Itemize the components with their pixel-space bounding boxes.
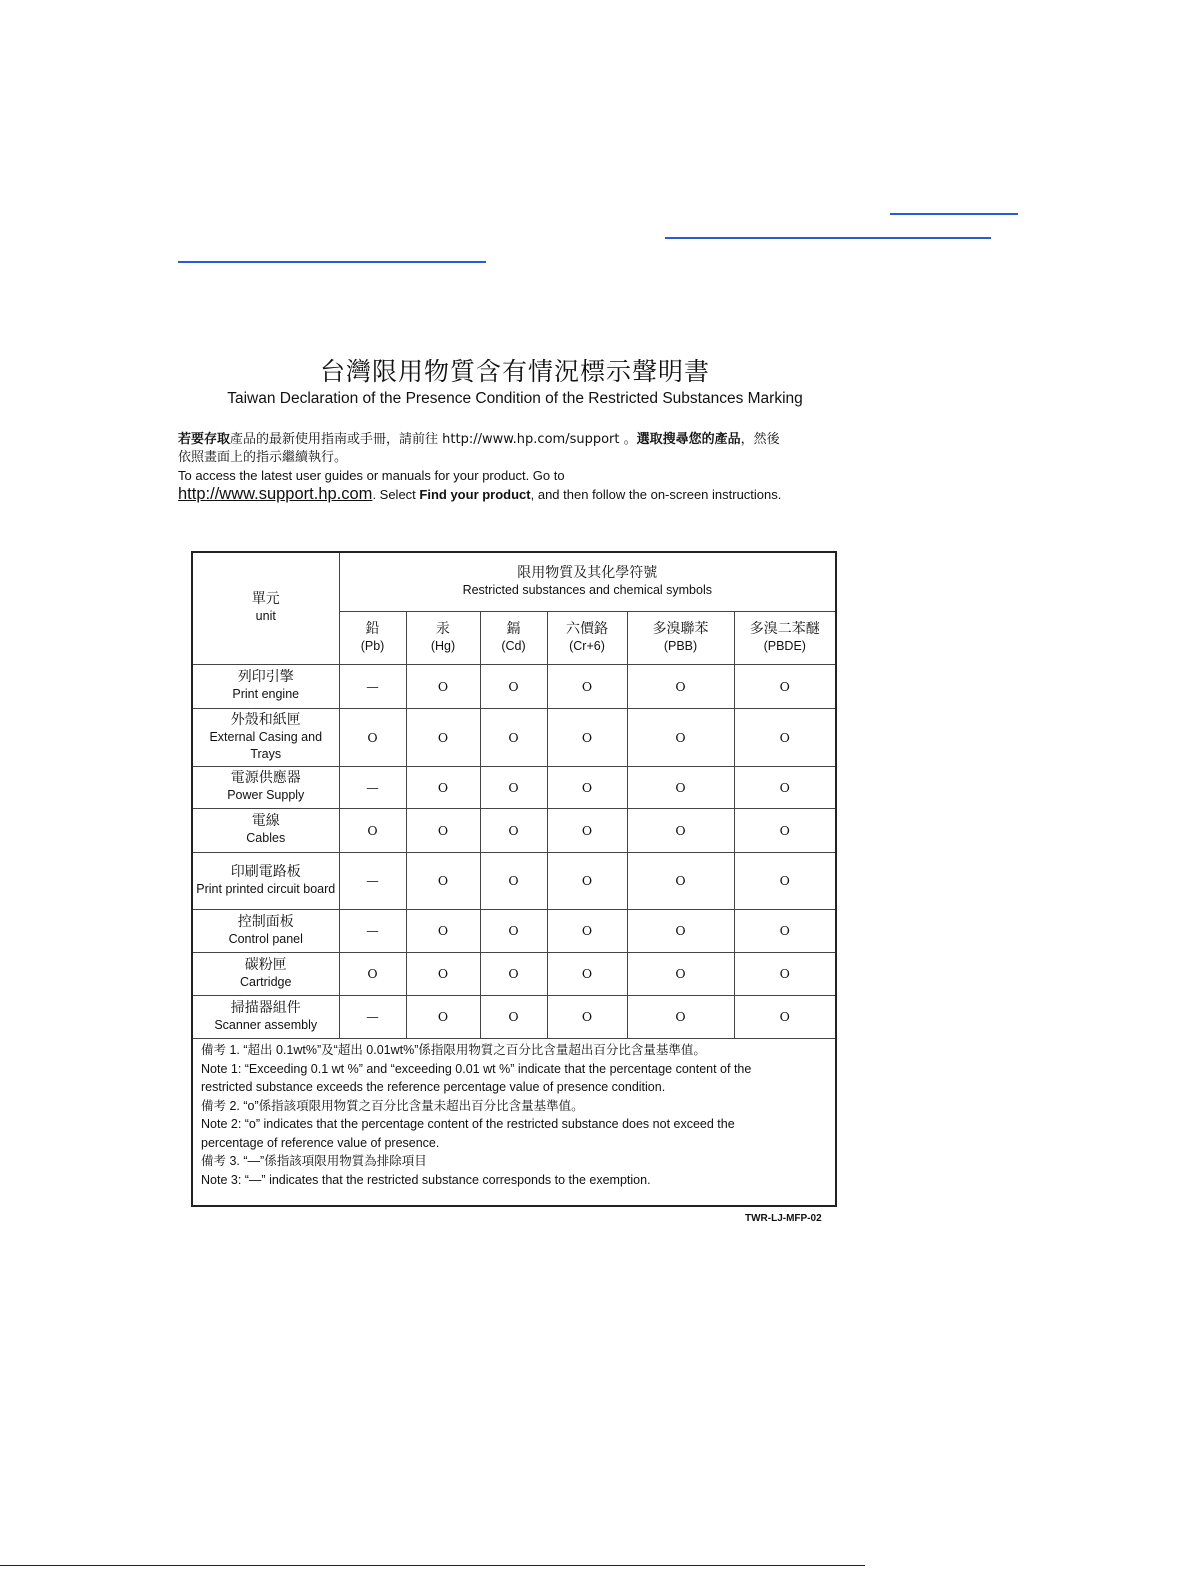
- table-cell: —: [339, 766, 406, 808]
- table-cell: O: [480, 995, 547, 1038]
- row-header-cell: [193, 664, 339, 708]
- column-header: [406, 611, 480, 664]
- page-title-en: Taiwan Declaration of the Presence Condition of the Restricted Substances Marking: [227, 390, 803, 407]
- link-underline-3: [178, 261, 486, 263]
- table-cell: O: [627, 708, 734, 766]
- row-label-en: Power Supply: [227, 788, 305, 802]
- table-cell: O: [734, 766, 835, 808]
- table-cell: O: [480, 808, 547, 852]
- table-cell: O: [734, 952, 835, 995]
- document-code: TWR-LJ-MFP-02: [745, 1213, 822, 1224]
- column-header-symbol: (PBB): [663, 638, 698, 653]
- table-cell: O: [627, 909, 734, 952]
- unit-header-en: unit: [255, 609, 276, 624]
- table-header-row-1: [193, 553, 835, 611]
- intro-zh-line-2: 依照畫面上的指示繼續執行。: [178, 450, 348, 465]
- table-row: [193, 664, 835, 708]
- intro-zh-text-2: ，然後: [740, 432, 780, 447]
- column-header-zh: 多溴二苯醚: [749, 620, 820, 637]
- table-cell: O: [406, 852, 480, 909]
- table-cell: O: [627, 808, 734, 852]
- row-label-en: Control panel: [228, 931, 303, 946]
- bottom-rule: [0, 1565, 865, 1566]
- table-cell: O: [339, 808, 406, 852]
- table-row: [193, 995, 835, 1038]
- note-line: 備考 1. “超出 0.1wt%”及“超出 0.01wt%”係指限用物質之百分比含量超出百分比含量基準值。: [201, 1043, 706, 1057]
- table-row: [193, 909, 835, 952]
- row-label-en: Cartridge: [240, 974, 292, 989]
- table-cell: —: [339, 664, 406, 708]
- column-header: [480, 611, 547, 664]
- note-line: percentage of reference value of presence.: [201, 1135, 440, 1150]
- intro-en-line-1: To access the latest user guides or manuals for your product. Go to: [178, 468, 565, 483]
- table-cell: O: [734, 909, 835, 952]
- column-header-zh: 鉛: [365, 620, 380, 637]
- link-underline-2: [665, 237, 991, 239]
- table-row: [193, 852, 835, 909]
- substances-table-frame: [191, 551, 837, 1207]
- link-underline-1: [890, 213, 1018, 215]
- table-cell: O: [734, 664, 835, 708]
- row-header-cell: [193, 708, 339, 766]
- row-label-zh: 掃描器組件: [230, 999, 301, 1016]
- column-header-zh: 多溴聯苯: [652, 620, 709, 637]
- table-notes: [201, 1041, 827, 1189]
- column-header: [627, 611, 734, 664]
- table-cell: O: [627, 952, 734, 995]
- note-line: 備考 2. “o”係指該項限用物質之百分比含量未超出百分比含量基準值。: [201, 1098, 584, 1113]
- column-header-symbol: (PBDE): [763, 638, 806, 653]
- table-cell: O: [734, 708, 835, 766]
- row-header-cell: [193, 852, 339, 909]
- group-header-en: Restricted substances and chemical symbols: [462, 582, 712, 597]
- row-label-en: Cables: [246, 831, 286, 845]
- table-cell: O: [480, 766, 547, 808]
- table-cell: O: [406, 708, 480, 766]
- note-line: 備考 3. “—”係指該項限用物質為排除項目: [201, 1154, 427, 1168]
- table-cell: —: [339, 852, 406, 909]
- note-line: Note 2: “o” indicates that the percentage content of the restricted substance does not exceed the: [201, 1117, 735, 1131]
- row-label-zh: 電源供應器: [230, 770, 301, 786]
- row-header-cell: [193, 952, 339, 995]
- table-cell: O: [547, 852, 627, 909]
- table-cell: O: [480, 708, 547, 766]
- row-label-en: Scanner assembly: [214, 1017, 318, 1032]
- table-cell: O: [406, 808, 480, 852]
- note-line: Note 1: “Exceeding 0.1 wt %” and “exceeding 0.01 wt %” indicate that the percentage content of the: [201, 1061, 752, 1076]
- row-label-zh: 印刷電路板: [230, 863, 301, 880]
- row-header-cell: [193, 766, 339, 808]
- intro-zh-line-1: [178, 431, 858, 449]
- table-cell: O: [480, 952, 547, 995]
- table-row: [193, 808, 835, 852]
- note-line: restricted substance exceeds the reference percentage value of presence condition.: [201, 1080, 666, 1094]
- table-cell: O: [480, 664, 547, 708]
- table-cell: O: [627, 852, 734, 909]
- intro-zh-bold-1: 若要存取: [178, 432, 231, 447]
- substances-table: [193, 553, 835, 1039]
- row-label-zh: 電線: [251, 813, 280, 829]
- row-header-cell: [193, 808, 339, 852]
- column-header-zh: 鎘: [506, 620, 521, 637]
- table-cell: —: [339, 995, 406, 1038]
- support-link[interactable]: http://www.support.hp.com: [178, 485, 373, 503]
- table-cell: O: [406, 995, 480, 1038]
- unit-header-cell: [193, 553, 339, 664]
- row-label-en: External Casing and Trays: [209, 729, 323, 761]
- table-row: [193, 766, 835, 808]
- table-cell: O: [406, 766, 480, 808]
- table-row: [193, 708, 835, 766]
- table-cell: O: [480, 852, 547, 909]
- row-header-cell: [193, 995, 339, 1038]
- table-cell: O: [547, 995, 627, 1038]
- row-label-en: Print engine: [232, 687, 300, 701]
- table-cell: O: [480, 909, 547, 952]
- page-title-zh: 台灣限用物質含有情況標示聲明書: [319, 357, 710, 386]
- group-header-zh: 限用物質及其化學符號: [517, 564, 658, 581]
- column-header: [339, 611, 406, 664]
- table-cell: O: [547, 664, 627, 708]
- substances-group-header: [339, 553, 835, 611]
- table-cell: —: [339, 909, 406, 952]
- intro-zh-bold-2: 選取搜尋您的產品: [636, 432, 741, 447]
- column-header: [734, 611, 835, 664]
- row-label-en: Print printed circuit board: [196, 881, 336, 896]
- intro-text: [178, 431, 858, 504]
- table-cell: O: [339, 952, 406, 995]
- table-cell: O: [627, 995, 734, 1038]
- note-line: Note 3: “—” indicates that the restricted substance corresponds to the exemption.: [201, 1172, 651, 1187]
- table-cell: O: [627, 766, 734, 808]
- column-header-symbol: (Cd): [501, 638, 526, 653]
- table-cell: O: [406, 664, 480, 708]
- table-cell: O: [547, 808, 627, 852]
- table-cell: O: [734, 852, 835, 909]
- table-cell: O: [339, 708, 406, 766]
- row-label-zh: 碳粉匣: [244, 956, 287, 973]
- table-cell: O: [406, 952, 480, 995]
- row-label-zh: 外殼和紙匣: [230, 711, 301, 728]
- row-label-zh: 控制面板: [237, 913, 294, 930]
- column-header-symbol: (Pb): [360, 638, 385, 653]
- intro-en-bold: Find your product: [419, 487, 531, 502]
- intro-en-text-2b: , and then follow the on-screen instructions.: [530, 487, 782, 502]
- column-header-zh: 汞: [436, 620, 450, 637]
- table-body: [193, 664, 835, 1038]
- intro-en-text-2a: . Select: [372, 487, 420, 502]
- table-cell: O: [547, 708, 627, 766]
- table-cell: O: [406, 909, 480, 952]
- row-header-cell: [193, 909, 339, 952]
- column-header-symbol: (Cr+6): [569, 638, 605, 653]
- table-cell: O: [547, 909, 627, 952]
- intro-en-line-2: [178, 485, 858, 504]
- table-cell: O: [547, 766, 627, 808]
- table-cell: O: [734, 808, 835, 852]
- intro-zh-text-1: 產品的最新使用指南或手冊，請前往 http://www.hp.com/support 。: [230, 432, 637, 447]
- table-cell: O: [627, 664, 734, 708]
- column-header: [547, 611, 627, 664]
- unit-header-zh: 單元: [251, 591, 280, 608]
- table-cell: O: [547, 952, 627, 995]
- row-label-zh: 列印引擎: [237, 669, 294, 685]
- column-header-zh: 六價鉻: [566, 620, 608, 637]
- column-header-symbol: (Hg): [430, 638, 456, 653]
- table-cell: O: [734, 995, 835, 1038]
- table-row: [193, 952, 835, 995]
